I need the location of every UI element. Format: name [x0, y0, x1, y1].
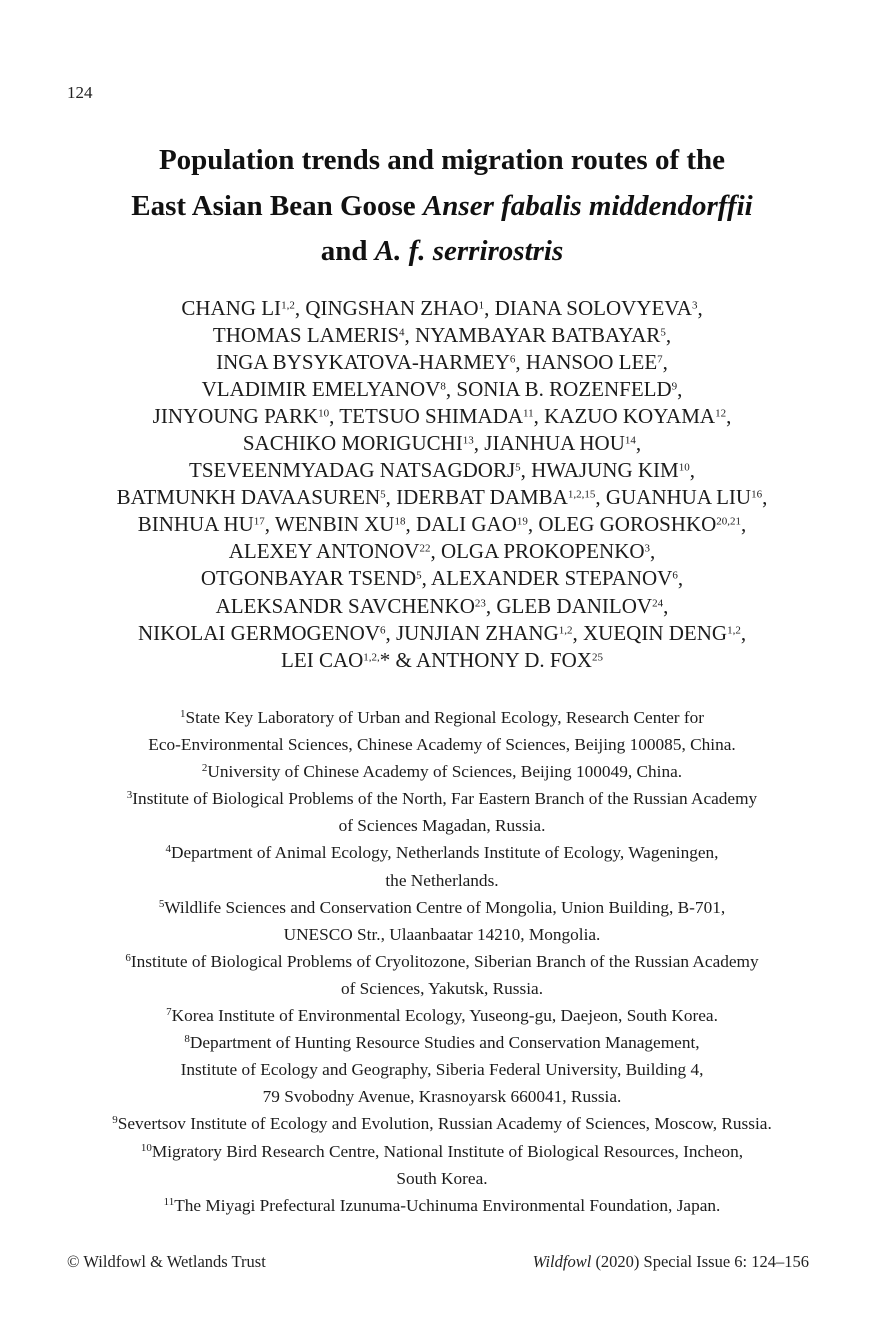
page-number: 124 [67, 83, 93, 102]
copyright-notice: © Wildfowl & Wetlands Trust [67, 1252, 266, 1271]
affiliation-marker: 1,2 [727, 623, 741, 636]
affiliation-marker: 22 [419, 542, 431, 555]
author-name: LEI CAO [281, 647, 364, 672]
author-name: , [697, 296, 703, 320]
affiliation-line [30, 867, 854, 894]
author-name: , [726, 404, 732, 429]
author-name: , JUNJIAN ZHANG [385, 620, 559, 645]
affiliation-marker: 5 [416, 569, 422, 582]
author-name: , [740, 620, 747, 645]
affiliation-number: 8 [184, 1033, 190, 1046]
affiliation-marker: 20,21 [716, 515, 742, 528]
affiliation-marker: 1 [478, 299, 485, 312]
affiliation-text: Severtsov Institute of Ecology and Evolution, Russian Academy of Sciences, Moscow, Russia. [117, 1114, 772, 1134]
author-name: SACHIKO MORIGUCHI [242, 431, 463, 456]
author-line [30, 403, 854, 430]
affiliation-line [30, 975, 854, 1002]
affiliation-line [30, 785, 854, 812]
affiliation-text: South Korea. [396, 1168, 488, 1188]
citation-details: (2020) Special Issue 6: 124–156 [591, 1252, 809, 1271]
affiliation-line [30, 731, 854, 758]
author-name: , [665, 323, 672, 348]
article-title [40, 138, 844, 275]
affiliation-number: 2 [201, 762, 208, 775]
author-line [30, 538, 854, 565]
author-name: , DALI GAO [405, 512, 517, 537]
author-name: , [689, 458, 695, 483]
affiliation-line [30, 1138, 854, 1165]
affiliation-number: 4 [165, 843, 172, 856]
author-name: , XUEQIN DENG [572, 620, 728, 645]
affiliation-list [30, 704, 854, 1219]
title-line-3 [40, 229, 844, 275]
affiliation-marker: 11 [523, 407, 534, 420]
affiliation-marker: 5 [380, 488, 386, 501]
affiliation-marker: 3 [691, 299, 698, 312]
affiliation-text: Department of Hunting Resource Studies and Conservation Management, [189, 1033, 700, 1053]
affiliation-number: 7 [166, 1005, 172, 1018]
affiliation-text: Migratory Bird Research Centre, National Institute of Biological Resources, Incheon, [151, 1141, 744, 1161]
affiliation-line [30, 704, 854, 731]
affiliation-text: Eco-Environmental Sciences, Chinese Academy of Sciences, Beijing 100085, China. [148, 735, 736, 755]
author-name: NIKOLAI GERMOGENOV [137, 620, 380, 645]
author-line [30, 349, 854, 376]
affiliation-number: 11 [163, 1195, 175, 1208]
affiliation-marker: 13 [462, 434, 474, 447]
affiliation-text: the Netherlands. [385, 870, 499, 890]
affiliation-marker: 5 [515, 461, 521, 474]
author-line [30, 457, 854, 484]
affiliation-line [30, 1110, 854, 1137]
author-line [30, 565, 854, 592]
author-name: , GUANHUA LIU [595, 485, 752, 510]
affiliation-text: UNESCO Str., Ulaanbaatar 14210, Mongolia. [283, 924, 601, 944]
affiliation-marker: 3 [644, 542, 651, 555]
journal-name: Wildfowl [532, 1252, 592, 1271]
author-name: , SONIA B. ROZENFELD [445, 377, 672, 402]
affiliation-number: 5 [158, 897, 165, 910]
affiliation-number: 1 [179, 707, 186, 720]
affiliation-marker: 6 [672, 569, 678, 582]
author-name: INGA BYSYKATOVA-HARMEY [216, 350, 510, 375]
affiliation-marker: 17 [253, 515, 265, 528]
affiliation-marker: 12 [715, 407, 727, 420]
affiliation-line [30, 921, 854, 948]
author-name: VLADIMIR EMELYANOV [201, 377, 441, 402]
affiliation-line [30, 1165, 854, 1192]
author-line [30, 376, 854, 403]
affiliation-text: The Miyagi Prefectural Izunuma-Uchinuma Environmental Foundation, Japan. [174, 1195, 721, 1215]
affiliation-marker: 6 [380, 623, 386, 636]
author-name: BINHUA HU [137, 512, 254, 537]
author-name: THOMAS LAMERIS [212, 323, 400, 348]
author-name: ALEKSANDR SAVCHENKO [215, 593, 475, 618]
author-name: TSEVEENMYADAG NATSAGDORJ [189, 458, 516, 483]
affiliation-marker: 10 [678, 461, 690, 474]
title-subspecies-name: A. f. serrirostris [374, 235, 564, 267]
author-line [30, 322, 854, 349]
affiliation-number: 9 [112, 1114, 118, 1127]
author-name: , OLEG GOROSHKO [527, 512, 717, 537]
author-name: , KAZUO KOYAMA [533, 404, 716, 429]
title-line-1: Population trends and migration routes of the [158, 144, 726, 176]
author-name: , IDERBAT DAMBA [385, 485, 568, 510]
author-name: , [663, 593, 669, 618]
author-line [30, 647, 854, 674]
affiliation-line [30, 1083, 854, 1110]
author-name: , [677, 566, 684, 591]
author-name: , QINGSHAN ZHAO [294, 296, 479, 320]
author-line [30, 593, 854, 620]
affiliation-marker: 7 [657, 353, 663, 366]
affiliation-marker: 1,2,15 [567, 488, 596, 501]
affiliation-number: 10 [140, 1141, 152, 1154]
affiliation-marker: 25 [591, 651, 603, 664]
affiliation-text: State Key Laboratory of Urban and Regional Ecology, Research Center for [185, 708, 705, 727]
affiliation-line [30, 812, 854, 839]
author-name: , [662, 350, 668, 375]
author-name: , JIANHUA HOU [473, 431, 625, 456]
affiliation-marker: 8 [440, 380, 446, 393]
author-name: , [650, 539, 656, 564]
affiliation-marker: 24 [652, 596, 664, 609]
affiliation-marker: 9 [671, 380, 678, 393]
author-name: , [762, 485, 768, 510]
affiliation-line [30, 1056, 854, 1083]
affiliation-marker: 19 [516, 515, 528, 528]
affiliation-marker: 1,2, [363, 651, 380, 664]
affiliation-line [30, 1002, 854, 1029]
author-name: BATMUNKH DAVAASUREN [116, 485, 381, 510]
affiliation-text: of Sciences Magadan, Russia. [338, 816, 546, 836]
author-name: , NYAMBAYAR BATBAYAR [404, 323, 661, 348]
affiliation-marker: 14 [624, 434, 636, 447]
affiliation-marker: 23 [474, 596, 486, 609]
affiliation-text: University of Chinese Academy of Sciences, Beijing 100049, China. [207, 762, 683, 782]
affiliation-marker: 18 [394, 515, 406, 528]
title-line-3-plain: and [320, 235, 375, 267]
affiliation-line [30, 894, 854, 921]
author-name: , DIANA SOLOVYEVA [484, 296, 692, 320]
affiliation-line [30, 948, 854, 975]
title-line-2 [40, 184, 844, 230]
title-species-name: Anser fabalis middendorffii [422, 189, 753, 222]
affiliation-number: 6 [125, 951, 131, 964]
affiliation-text: Department of Animal Ecology, Netherlands Institute of Ecology, Wageningen, [171, 843, 719, 863]
author-name: OTGONBAYAR TSEND [200, 566, 417, 591]
author-line [30, 295, 854, 322]
author-line [30, 511, 854, 538]
affiliation-text: of Sciences, Yakutsk, Russia. [340, 978, 544, 998]
author-name: ALEXEY ANTONOV [228, 539, 420, 564]
affiliation-line [30, 839, 854, 866]
affiliation-marker: 5 [660, 326, 666, 339]
affiliation-marker: 10 [318, 407, 330, 420]
affiliation-text: Institute of Biological Problems of the North, Far Eastern Branch of the Russian Academy [132, 789, 758, 809]
affiliation-marker: 4 [399, 326, 405, 339]
affiliation-line [30, 1192, 854, 1219]
author-list [30, 295, 854, 674]
author-name: , WENBIN XU [264, 512, 395, 537]
affiliation-marker: 1,2 [558, 623, 573, 636]
author-name: CHANG LI [181, 296, 282, 320]
author-name: , [677, 377, 683, 402]
author-name: , HANSOO LEE [515, 350, 658, 375]
affiliation-marker: 6 [509, 353, 516, 366]
journal-citation [533, 1252, 809, 1272]
author-name: , [741, 512, 747, 537]
affiliation-text: Wildlife Sciences and Conservation Centre of Mongolia, Union Building, B-701, [164, 897, 726, 917]
affiliation-marker: 1,2 [281, 299, 295, 312]
affiliation-number: 3 [126, 789, 133, 802]
author-name: , GLEB DANILOV [485, 593, 653, 618]
author-name: , [635, 431, 642, 456]
affiliation-line [30, 758, 854, 785]
author-name: , HWAJUNG KIM [520, 458, 679, 483]
author-name: , TETSUO SHIMADA [329, 404, 524, 429]
author-name: , ALEXANDER STEPANOV [421, 566, 673, 591]
title-line-2-plain: East Asian Bean Goose [131, 189, 423, 222]
author-name: * & ANTHONY D. FOX [379, 647, 592, 672]
affiliation-line [30, 1029, 854, 1056]
affiliation-marker: 16 [751, 488, 763, 501]
affiliation-text: Institute of Biological Problems of Cryolitozone, Siberian Branch of the Russian Academy [130, 951, 759, 971]
affiliation-text: Korea Institute of Environmental Ecology, Yuseong-gu, Daejeon, South Korea. [171, 1006, 718, 1026]
affiliation-text: Institute of Ecology and Geography, Siberia Federal University, Building 4, [180, 1060, 704, 1080]
author-name: JINYOUNG PARK [152, 404, 319, 429]
author-line [30, 620, 854, 647]
author-line [30, 484, 854, 511]
author-name: , OLGA PROKOPENKO [430, 539, 645, 564]
author-line [30, 430, 854, 457]
affiliation-text: 79 Svobodny Avenue, Krasnoyarsk 660041, Russia. [262, 1087, 622, 1107]
